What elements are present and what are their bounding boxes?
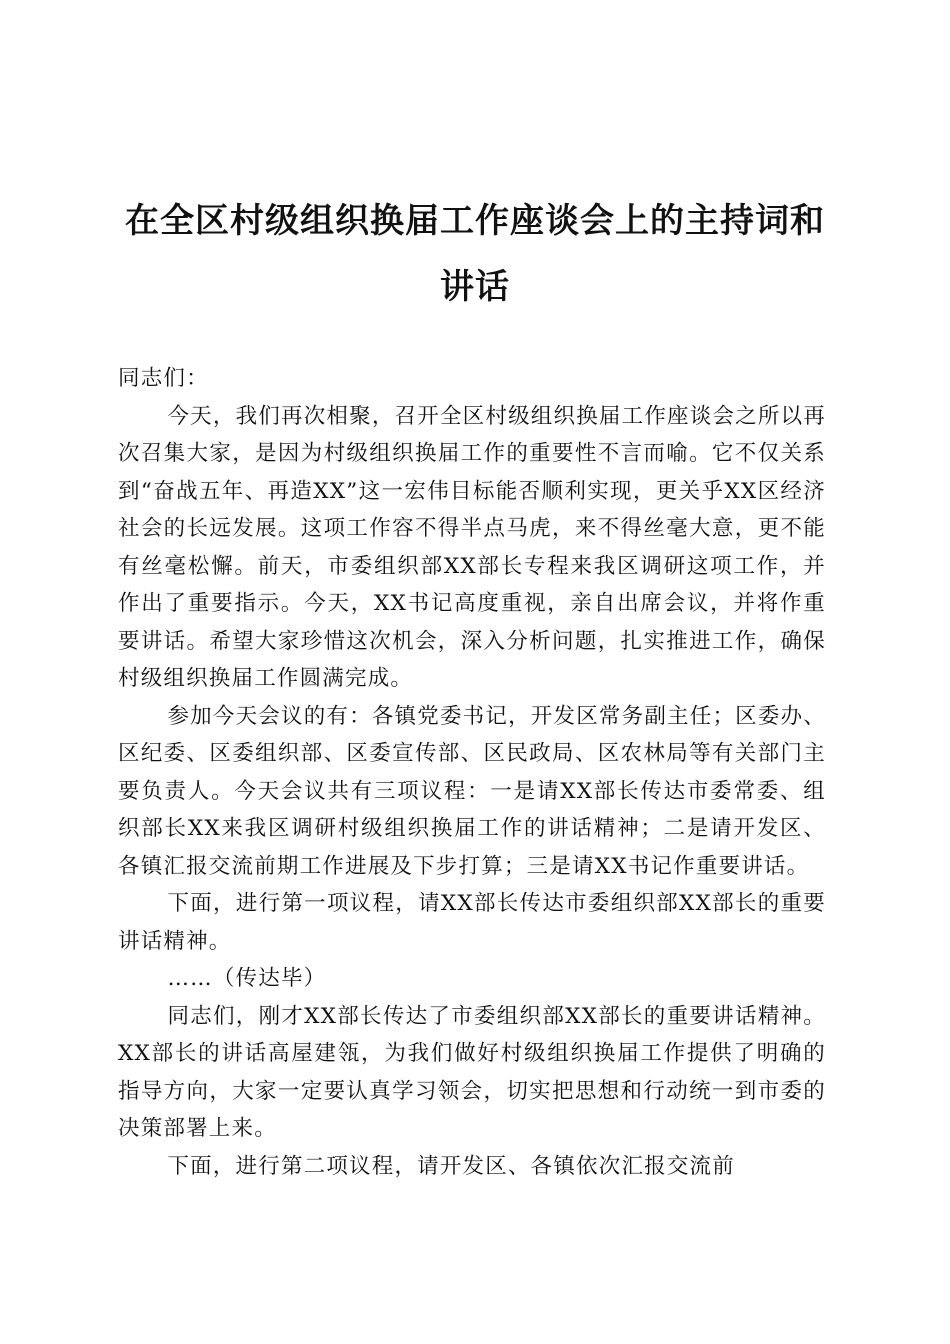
paragraph-agenda-item-one: 下面，进行第一项议程，请XX部长传达市委组织部XX部长的重要讲话精神。 [118, 891, 826, 954]
paragraph-agenda-item-two: 下面，进行第二项议程，请开发区、各镇依次汇报交流前 [167, 1153, 735, 1179]
document-title: 在全区村级组织换届工作座谈会上的主持词和讲话 [125, 201, 825, 307]
salutation: 同志们： [118, 366, 209, 391]
paragraph-summary: 同志们，刚才XX部长传达了市委组织部XX部长的重要讲话精神。XX部长的讲话高屋建瓴，为我们做好村级组织换届工作提供了明确的指导方向，大家一定要认真学习领会，切实把思想和行动统一到市委的决策部署上来。 [118, 1003, 826, 1141]
paragraph-attendees-agenda: 参加今天会议的有：各镇党委书记，开发区常务副主任；区委办、区纪委、区委组织部、区委宣传部、区民政局、区农林局等有关部门主要负责人。今天会议共有三项议程：一是请XX部长传达市委常委、组织部长XX来我区调研村级组织换届工作的讲话精神；二是请开发区、各镇汇报交流前期工作进展及下步打算；三是请XX书记作重要讲话。 [118, 703, 826, 879]
paragraph-opening: 今天，我们再次相聚，召开全区村级组织换届工作座谈会之所以再次召集大家，是因为村级组织换届工作的重要性不言而喻。它不仅关系到“奋战五年、再造XX”这一宏伟目标能否顺利实现，更关乎XX区经济社会的长远发展。这项工作容不得半点马虎，来不得丝毫大意，更不能有丝毫松懈。前天，市委组织部XX部长专程来我区调研这项工作，并作出了重要指示。今天，XX书记高度重视，亲自出席会议，并将作重要讲话。希望大家珍惜这次机会，深入分析问题，扎实推进工作，确保村级组织换届工作圆满完成。 [118, 403, 826, 691]
paragraph-relay-finished: ……（传达毕） [167, 966, 327, 991]
document-body [118, 360, 826, 1185]
